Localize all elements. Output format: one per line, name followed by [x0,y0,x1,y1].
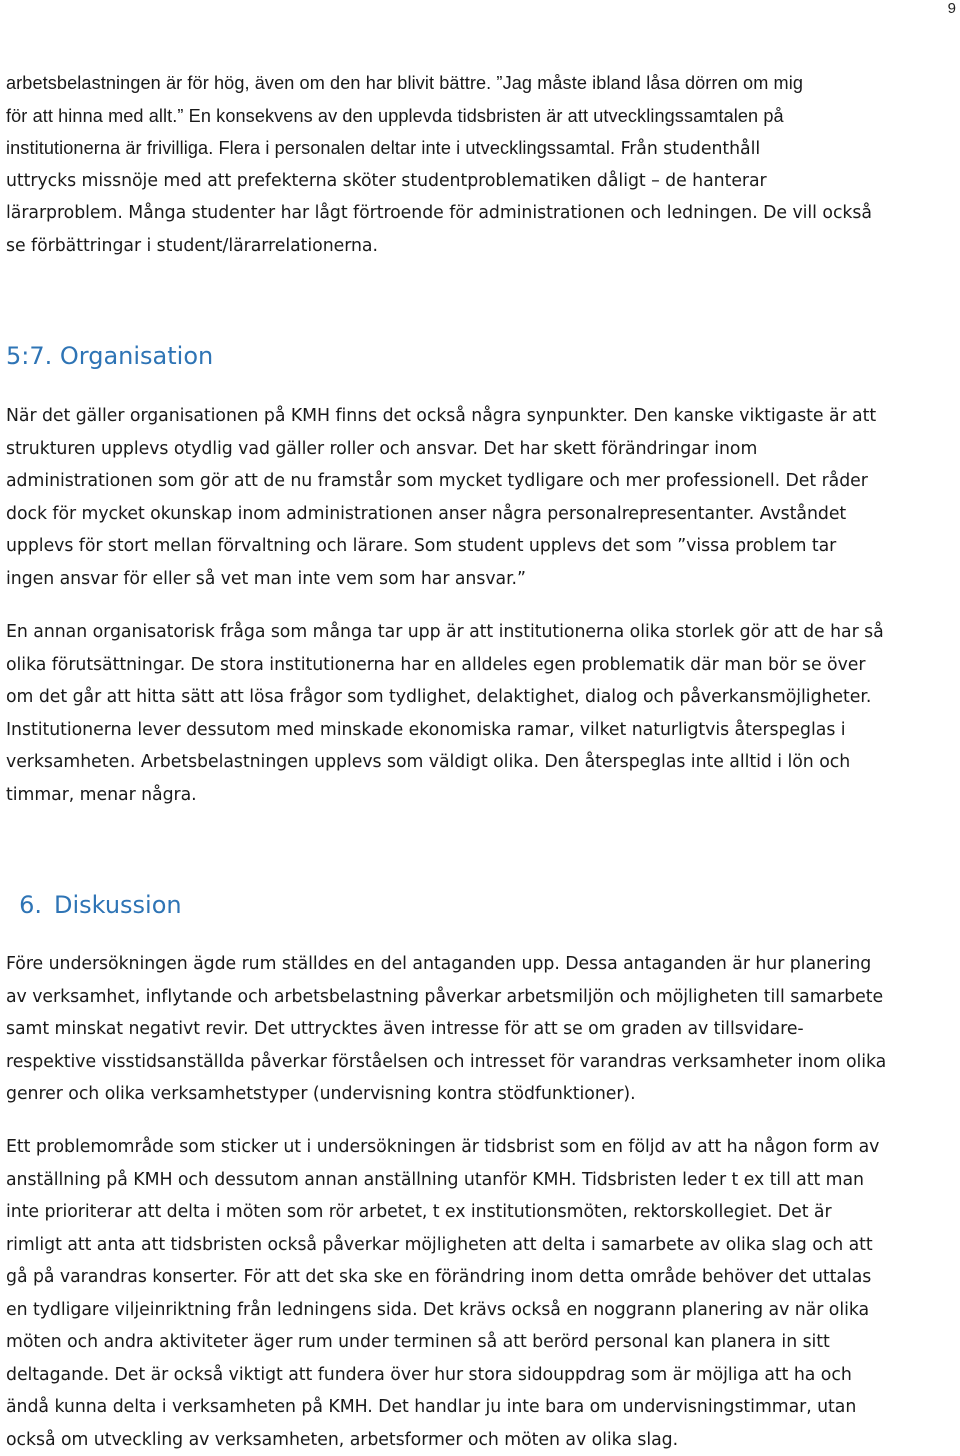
organisation-paragraph-2 [6,616,954,811]
section-heading-organisation: 5:7. Organisation [6,341,213,371]
text-line: för att hinna med allt.” En konsekvens av den upplevda tidsbristen är att utvecklingssamtalen på [6,100,950,133]
text-line: ändå kunna delta i verksamheten på KMH. Det handlar ju inte bara om undervisningstimmar, utan [6,1391,950,1424]
text-line: När det gäller organisationen på KMH finns det också några synpunkter. Den kanske viktigaste är att [6,400,950,433]
text-line: av verksamhet, inflytande och arbetsbelastning påverkar arbetsmiljön och möjligheten till samarbete [6,981,950,1014]
text-line: lärarproblem. Många studenter har lågt förtroende för administrationen och ledningen. De vill också [6,197,950,230]
text-line: Ett problemområde som sticker ut i undersökningen är tidsbrist som en följd av att ha någon form av [6,1131,950,1164]
text-line: uttrycks missnöje med att prefekterna sköter studentproblematiken dåligt – de hanterar [6,165,950,198]
text-line: inte prioriterar att delta i möten som rör arbetet, t ex institutionsmöten, rektorskollegiet. Det är [6,1196,950,1229]
text-line: olika förutsättningar. De stora institutionerna har en alldeles egen problematik där man bör se över [6,649,950,682]
text-line: Institutionerna lever dessutom med minskade ekonomiska ramar, vilket naturligtvis återspeglas i [6,714,950,747]
organisation-paragraph-1 [6,400,954,595]
text-line: timmar, menar några. [6,779,950,812]
text-line: om det går att hitta sätt att lösa frågor som tydlighet, delaktighet, dialog och påverkansmöjligheter. [6,681,950,714]
text-line: dock för mycket okunskap inom administrationen anser några personalrepresentanter. Avståndet [6,498,950,531]
text-line: se förbättringar i student/lärarrelationerna. [6,230,950,263]
text-line: rimligt att anta att tidsbristen också påverkar möjligheten att delta i samarbete av olika slag och att [6,1229,950,1262]
text-line: deltagande. Det är också viktigt att fundera över hur stora sidouppdrag som är möjliga att ha och [6,1359,950,1392]
page-number: 9 [948,0,956,18]
section-title: Diskussion [54,891,182,919]
text-line: anställning på KMH och dessutom annan anställning utanför KMH. Tidsbristen leder t ex till att man [6,1164,950,1197]
text-line-mixed [6,132,950,165]
text-line: en tydligare viljeinriktning från ledningens sida. Det krävs också en noggrann planering av när olika [6,1294,950,1327]
text-line: administrationen som gör att de nu framstår som mycket tydligare och mer professionell. Det råder [6,465,950,498]
text-line: upplevs för stort mellan förvaltning och lärare. Som student upplevs det som ”vissa problem tar [6,530,950,563]
text-line: strukturen upplevs otydlig vad gäller roller och ansvar. Det har skett förändringar inom [6,433,950,466]
text-line: också om utveckling av verksamheten, arbetsformer och möten av olika slag. [6,1424,950,1456]
text-line: möten och andra aktiviteter äger rum under terminen så att berörd personal kan planera in sitt [6,1326,950,1359]
text-line: En annan organisatorisk fråga som många tar upp är att institutionerna olika storlek gör att de har så [6,616,950,649]
text-line: genrer och olika verksamhetstyper (undervisning kontra stödfunktioner). [6,1078,950,1111]
text-line: arbetsbelastningen är för hög, även om den har blivit bättre. ”Jag måste ibland låsa dörren om mig [6,67,950,100]
text-line: Före undersökningen ägde rum ställdes en del antaganden upp. Dessa antaganden är hur planering [6,948,950,981]
intro-paragraph [6,67,954,262]
section-heading-diskussion [6,890,182,920]
text-segment: Från studenthåll [615,139,760,159]
text-segment: institutionerna är frivilliga. Flera i personalen deltar inte i utvecklingssamtal. [6,138,615,158]
text-line: samt minskat negativt revir. Det uttrycktes även intresse för att se om graden av tillsvidare- [6,1013,950,1046]
section-number: 6. [6,890,42,920]
text-line: respektive visstidsanställda påverkar förståelsen och intresset för varandras verksamheter inom olika [6,1046,950,1079]
text-line: gå på varandras konserter. För att det ska ske en förändring inom detta område behöver det uttalas [6,1261,950,1294]
text-line: verksamheten. Arbetsbelastningen upplevs som väldigt olika. Den återspeglas inte alltid i lön och [6,746,950,779]
diskussion-paragraph-1 [6,948,954,1111]
diskussion-paragraph-2 [6,1131,954,1456]
text-line: ingen ansvar för eller så vet man inte vem som har ansvar.” [6,563,950,596]
